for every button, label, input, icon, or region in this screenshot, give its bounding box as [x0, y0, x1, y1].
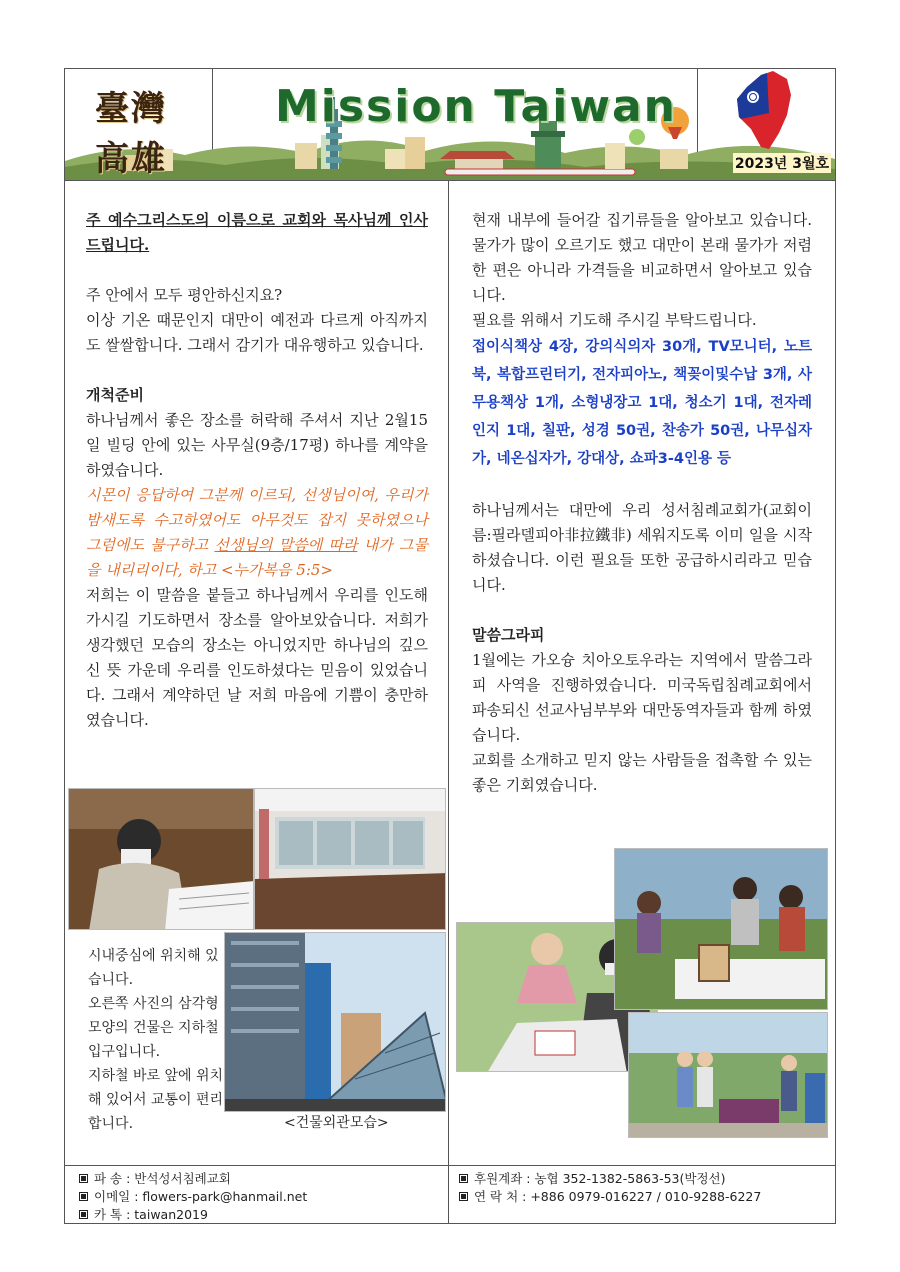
footer-left [79, 1170, 307, 1224]
photo-signing-contract-image [69, 789, 254, 930]
square-bullet-icon [459, 1192, 468, 1201]
footer-kakao: 카 톡 : taiwan2019 [94, 1207, 208, 1222]
footer [65, 1165, 835, 1224]
footer-email: 이메일 : flowers-park@hanmail.net [94, 1189, 308, 1204]
city-name-line1: 臺灣 [95, 89, 167, 129]
opening-paragraph: 주 안에서 모두 평안하신지요? 이상 기온 때문인지 대만이 예전과 다르게 아직까지도 쌀쌀합니다. 그래서 감기가 대유행하고 있습니다. [86, 286, 428, 354]
photo-building-exterior [224, 932, 446, 1112]
word-graphy-paragraph: 1월에는 가오슝 치아오토우라는 지역에서 말씀그라피 사역을 진행하였습니다. 미국독립침례교회에서 파송되신 선교사님부부와 대만동역자들과 함께 하였습니다. 교회를 소개하고 믿지 않는 사람들을 접촉할 수 있는 좋은 기회였습니다. [472, 651, 812, 794]
city-name-line2: 高雄 [95, 139, 167, 179]
verse-underlined: 선생님의 말씀에 따라 [214, 536, 358, 554]
contract-paragraph: 하나님께서 좋은 장소를 허락해 주셔서 지난 2월15일 빌딩 안에 있는 사무실(9층/17평) 하나를 계약을 하였습니다. [86, 411, 428, 479]
prayer-paragraph: 저희는 이 말씀을 붙들고 하나님께서 우리를 인도해 가시길 기도하면서 장소를 알아보았습니다. 저희가 생각했던 모습의 장소는 아니었지만 하나님의 깊으신 뜻 가운데 우리를 인도하셨다는 믿음이 있었습니다. 그래서 계약하던 날 저희 마음에 기쁨이 충만하였습니다. [86, 586, 428, 729]
photo-building-exterior-image [225, 933, 446, 1112]
photo-word-graphy-booth-image [615, 849, 828, 1010]
footer-contact: 연 락 처 : +886 0979-016227 / 010-9288-6227 [474, 1189, 762, 1204]
footer-account-row [459, 1170, 761, 1188]
photo-office-interior [254, 788, 446, 930]
exterior-caption: <건물외관모습> [284, 1115, 389, 1131]
newsletter-title: Mission Taiwan [275, 81, 677, 132]
furniture-paragraph: 현재 내부에 들어갈 집기류들을 알아보고 있습니다. 물가가 많이 오르기도 했고 대만이 본래 물가가 저렴한 편은 아니라 가격들을 비교하면서 알아보고 있습니다. 필요를 위해서 기도해 주시길 부탁드립니다. [472, 211, 812, 329]
square-bullet-icon [79, 1210, 88, 1219]
photo-word-graphy-booth [614, 848, 828, 1010]
location-caption [88, 944, 228, 1136]
square-bullet-icon [79, 1192, 88, 1201]
heading-word-graphy: 말씀그라피 [472, 626, 545, 644]
photo-missionary-team-image [629, 1013, 828, 1138]
church-name-paragraph: 하나님께서는 대만에 우리 성서침례교회가(교회이름:필라델피아非拉鐵非) 세워지도록 이미 일을 시작하셨습니다. 이런 필요들 또한 공급하시리라고 믿습니다. [472, 501, 812, 594]
photo-missionary-team [628, 1012, 828, 1138]
footer-kakao-row [79, 1206, 307, 1224]
issue-date: 2023년 3월호 [733, 153, 831, 173]
footer-contact-row [459, 1188, 761, 1206]
taiwan-flag-map-icon [717, 69, 817, 153]
footer-sender-row [79, 1170, 307, 1188]
square-bullet-icon [79, 1174, 88, 1183]
footer-sender: 파 송 : 반석성서침례교회 [94, 1171, 231, 1186]
photo-signing-contract [68, 788, 254, 930]
photo-office-interior-image [255, 789, 446, 930]
heading-church-planting: 개척준비 [86, 386, 144, 404]
scripture-verse: 시몬이 응답하여 그분께 이르되, 선생님이여, 우리가 밤새도록 수고하였어도 아무것도 잡지 못하였으나 그럼에도 불구하고 선생님의 말씀에 따라 내가 그물을 내리리이다, 하고 <누가복음 5:5> [86, 486, 428, 579]
needs-list: 접이식책상 4장, 강의식의자 30개, TV모니터, 노트북, 복합프린터기, 전자피아노, 책꽂이및수납 3개, 사무용책상 1개, 소형냉장고 1대, 청소기 1대, 전자레인지 1대, 칠판, 성경 50권, 찬송가 50권, 나무십자가, 네온십자가, 강대상, 쇼파3-4인용 등 [472, 339, 812, 467]
square-bullet-icon [459, 1174, 468, 1183]
masthead [65, 69, 835, 181]
greeting: 주 예수그리스도의 이름으로 교회와 목사님께 인사드립니다. [86, 211, 428, 254]
footer-right [459, 1170, 761, 1206]
footer-email-row [79, 1188, 307, 1206]
left-column [86, 208, 428, 733]
footer-account: 후원계좌 : 농협 352-1382-5863-53(박정선) [474, 1171, 726, 1186]
location-caption-text: 시내중심에 위치해 있습니다. 오른쪽 사진의 삼각형모양의 건물은 지하철입구입니다. 지하철 바로 앞에 위치해 있어서 교통이 편리합니다. [88, 948, 224, 1132]
column-divider [448, 181, 449, 1165]
right-column [472, 208, 812, 798]
